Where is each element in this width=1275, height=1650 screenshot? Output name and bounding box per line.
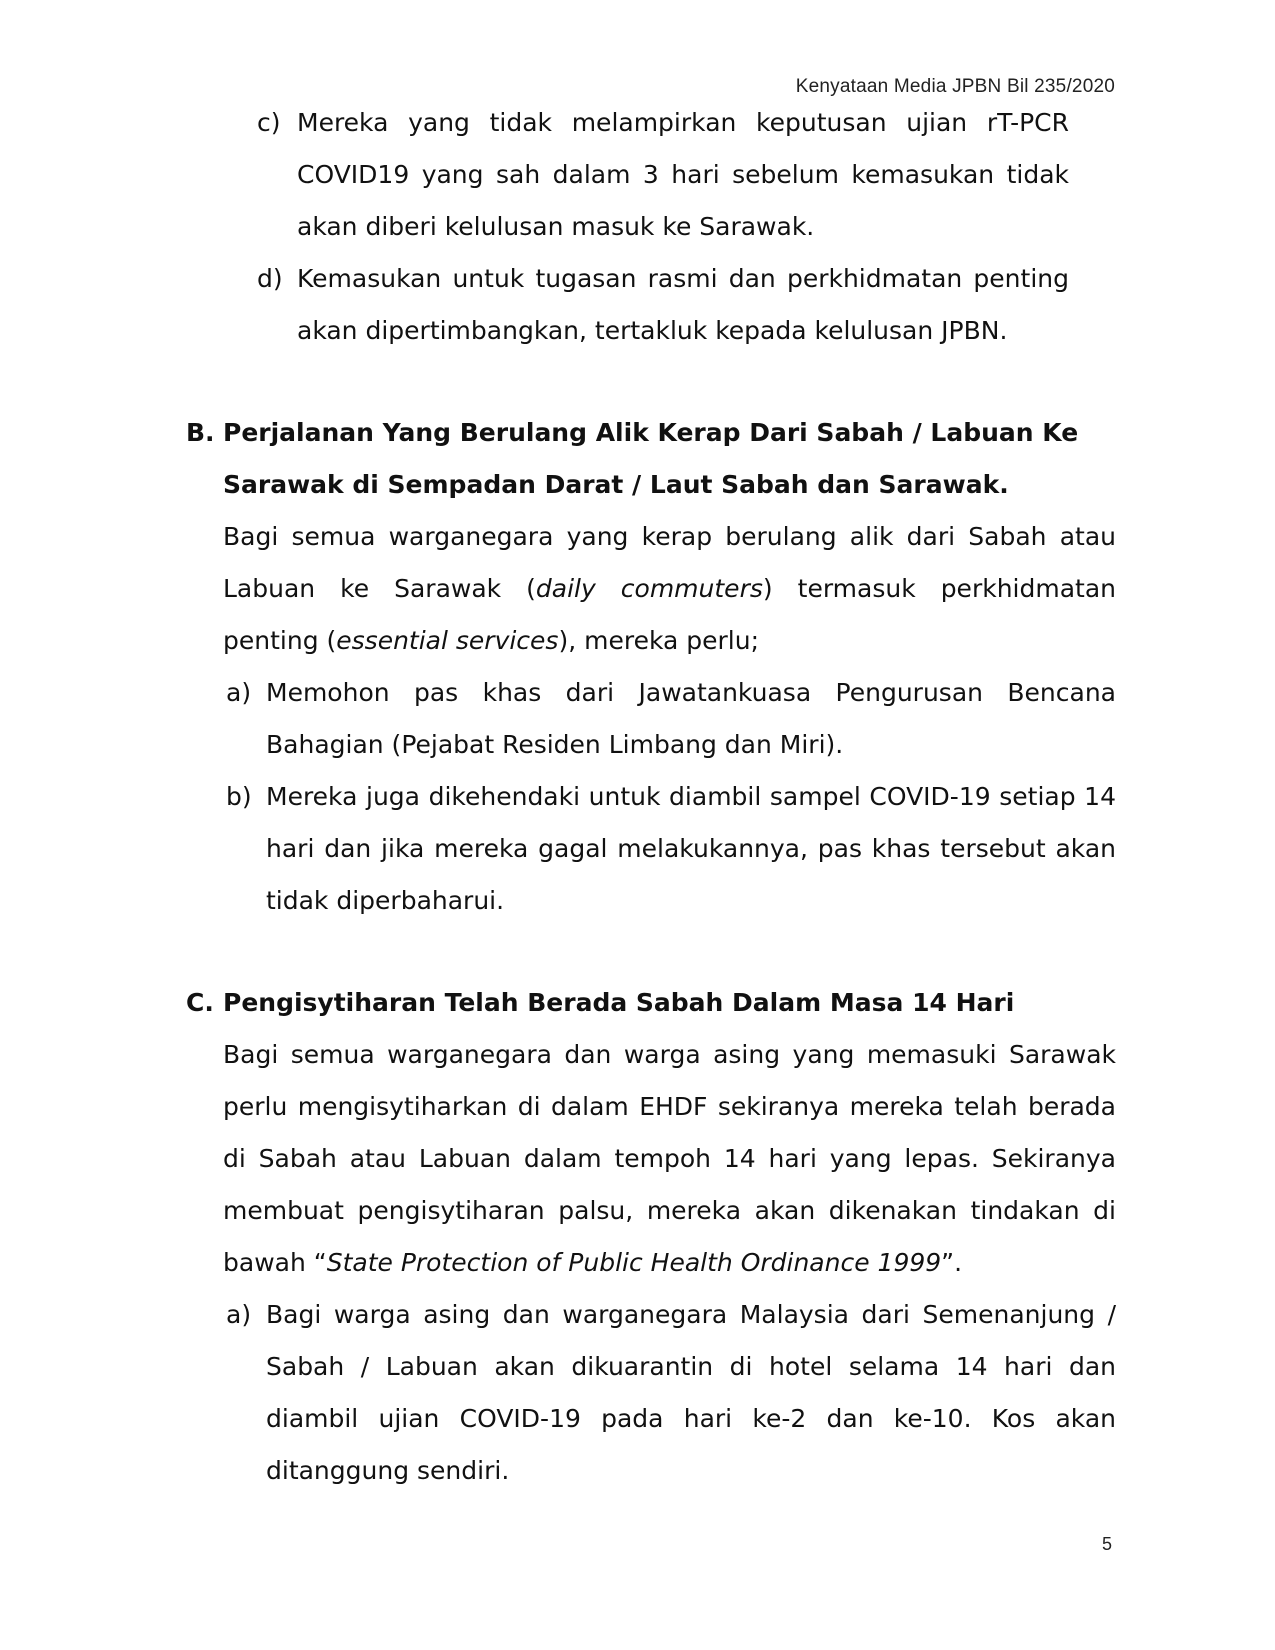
section-c bbox=[186, 977, 1116, 1497]
list-item-b-b bbox=[226, 771, 1116, 927]
section-letter: C. bbox=[186, 988, 214, 1017]
section-letter: B. bbox=[186, 418, 215, 447]
section-c-body bbox=[186, 1029, 1116, 1289]
body-text: Bagi semua warganegara yang kerap berulang alik dari Sabah atau Labuan ke Sarawak ( bbox=[223, 522, 1116, 603]
list-item-b-a bbox=[226, 667, 1116, 771]
section-b bbox=[186, 407, 1116, 927]
body-text: Bagi semua warganegara dan warga asing yang memasuki Sarawak perlu mengisytiharkan di dalam EHDF sekiranya mereka telah berada di Sabah atau Labuan dalam tempoh 14 hari yang lepas. Sekiranya membuat pengisytiharan palsu, mereka akan dikenakan tindakan di bawah “ bbox=[223, 1040, 1116, 1277]
list-item-d bbox=[257, 253, 1069, 357]
body-italic: State Protection of Public Health Ordinance 1999 bbox=[326, 1248, 942, 1277]
document-body bbox=[0, 97, 1275, 1497]
page-number: 5 bbox=[1101, 1534, 1112, 1554]
body-text: ) termasuk perkhidmatan penting ( bbox=[223, 574, 1116, 655]
list-item-c-a bbox=[226, 1289, 1116, 1497]
body-italic: essential services bbox=[336, 626, 559, 655]
document-header: Kenyataan Media JPBN Bil 235/2020 bbox=[795, 76, 1115, 97]
section-b-heading bbox=[186, 407, 1116, 511]
list-marker: b) bbox=[226, 782, 252, 811]
list-item-text: Mereka yang tidak melampirkan keputusan ujian rT-PCR COVID19 yang sah dalam 3 hari sebelum kemasukan tidak akan diberi kelulusan masuk ke Sarawak. bbox=[297, 108, 1069, 241]
body-text: ), mereka perlu; bbox=[558, 626, 760, 655]
list-item-text: Mereka juga dikehendaki untuk diambil sampel COVID-19 setiap 14 hari dan jika mereka gagal melakukannya, pas khas tersebut akan tidak diperbaharui. bbox=[266, 782, 1116, 915]
list-item-text: Memohon pas khas dari Jawatankuasa Pengurusan Bencana Bahagian (Pejabat Residen Limbang dan Miri). bbox=[266, 678, 1116, 759]
list-marker: a) bbox=[226, 1300, 252, 1329]
list-marker: a) bbox=[226, 678, 252, 707]
list-item-c bbox=[257, 97, 1069, 253]
body-text: ”. bbox=[941, 1248, 963, 1277]
section-title: Pengisytiharan Telah Berada Sabah Dalam Masa 14 Hari bbox=[223, 988, 1015, 1017]
list-item-text: Kemasukan untuk tugasan rasmi dan perkhidmatan penting akan dipertimbangkan, tertakluk kepada kelulusan JPBN. bbox=[297, 264, 1069, 345]
section-b-body bbox=[186, 511, 1116, 667]
list-item-text: Bagi warga asing dan warganegara Malaysia dari Semenanjung / Sabah / Labuan akan dikuarantin di hotel selama 14 hari dan diambil ujian COVID-19 pada hari ke-2 dan ke-10. Kos akan ditanggung sendiri. bbox=[266, 1300, 1116, 1485]
section-c-heading bbox=[186, 977, 1116, 1029]
body-italic: daily commuters bbox=[535, 574, 763, 603]
list-marker: c) bbox=[257, 108, 281, 137]
list-marker: d) bbox=[257, 264, 283, 293]
section-title: Perjalanan Yang Berulang Alik Kerap Dari Sabah / Labuan Ke Sarawak di Sempadan Darat / Laut Sabah dan Sarawak. bbox=[223, 418, 1079, 499]
